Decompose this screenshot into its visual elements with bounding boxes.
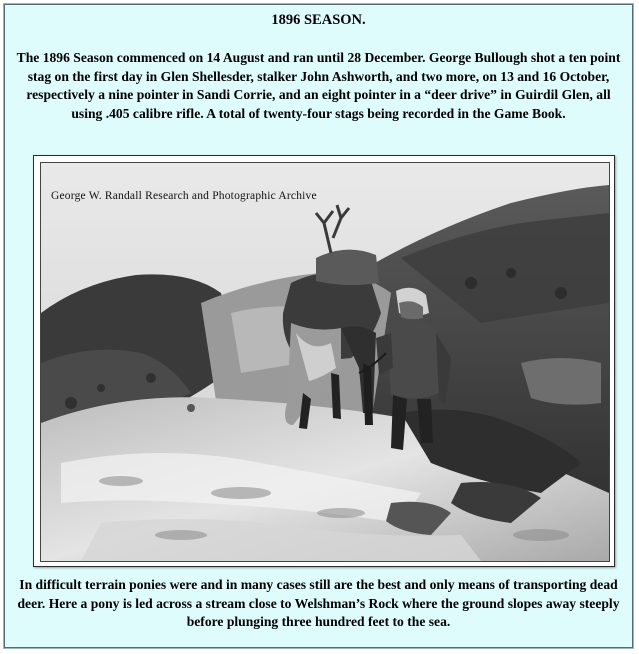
photo-caption: In difficult terrain ponies were and in many cases still are the best and only means of transporting dead deer. Here a pony is led across a stream close to Welshman’s Rock where the ground slopes away steeply before plunging three hundred feet to the sea. xyxy=(17,577,620,629)
archive-photograph xyxy=(40,162,610,562)
photo-illustration xyxy=(41,163,609,561)
archive-label: George W. Randall Research and Photographic Archive xyxy=(51,190,317,202)
page-title: 1896 SEASON. xyxy=(271,12,366,28)
photo-frame xyxy=(33,155,615,567)
intro-paragraph: The 1896 Season commenced on 14 August and ran until 28 December. George Bullough shot a ten point stag on the first day in Glen Shellesder, stalker John Ashworth, and two more, on 13 and 16 October, respectively a nine pointer in Sandi Corrie, and an eight pointer in a “deer drive” in Guirdil Glen, all using .405 calibre rifle. A total of twenty-four stags being recorded in the Game Book. xyxy=(16,50,621,121)
page-panel xyxy=(4,4,633,648)
